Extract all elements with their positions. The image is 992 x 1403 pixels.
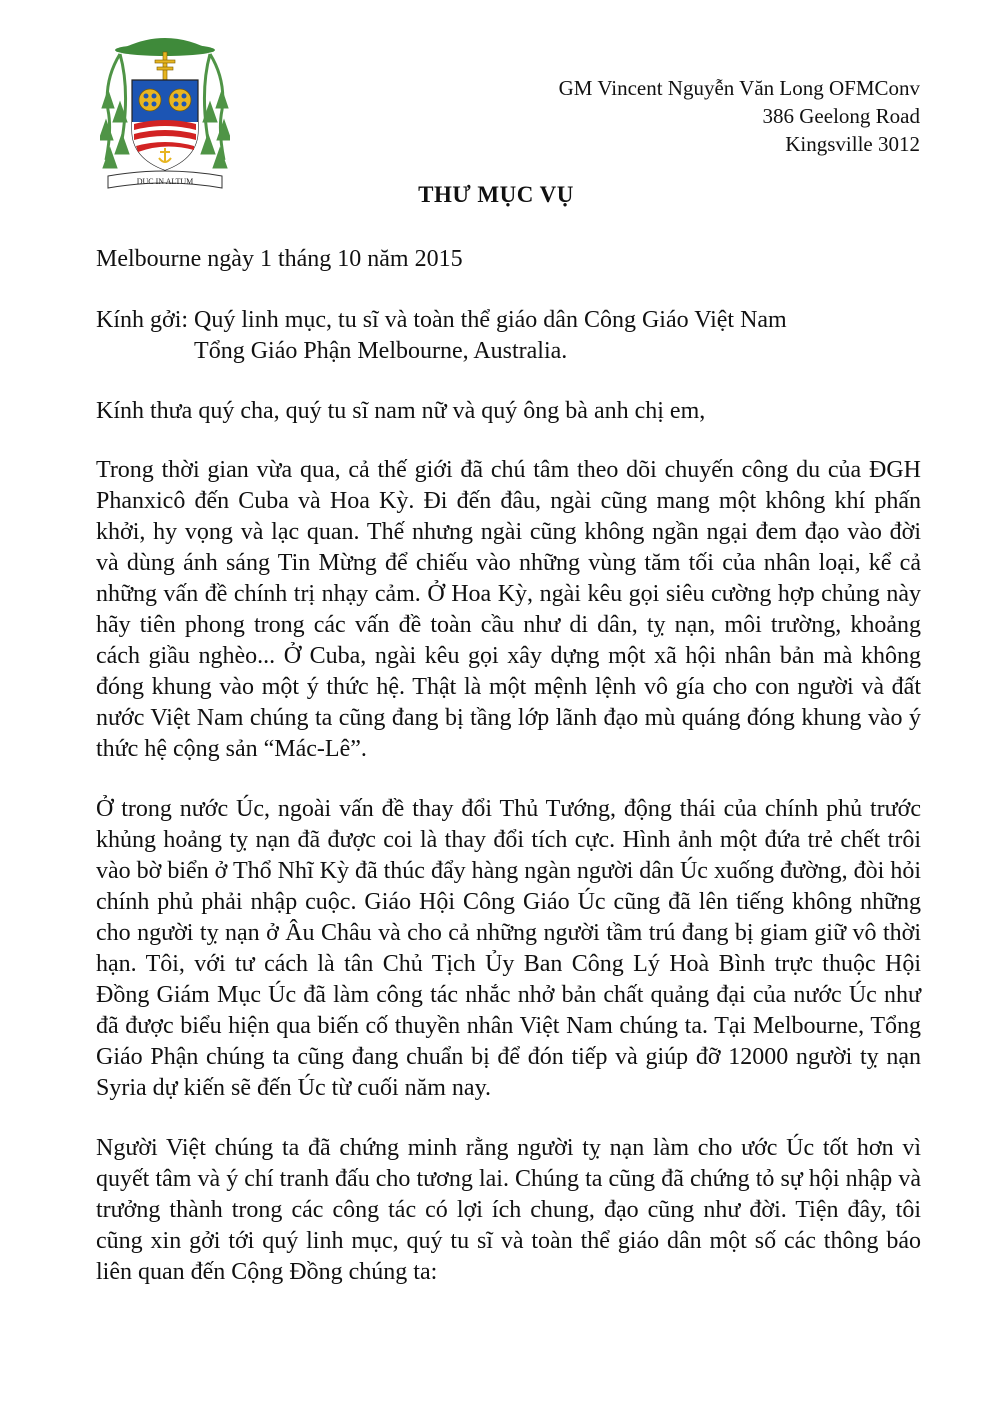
cross-icon xyxy=(155,52,175,82)
paragraph: Người Việt chúng ta đã chứng minh rằng người tỵ nạn làm cho ước Úc tốt hơn vì quyết tâm và ý chí tranh đấu cho tương lai. Chúng ta cũng đã chứng tỏ sự hội nhập và trưởng thành trong các công tác có lợi ích chung, đạo cũng như đời. Tiện đây, tôi cũng xin gởi tới quý linh mục, quý tu sĩ và toàn thể giáo dân một số các thông báo liên quan đến Cộng Đồng chúng ta: xyxy=(96,1135,921,1285)
tassel-right-icon xyxy=(201,54,230,168)
sender-address xyxy=(559,74,920,158)
motto-text: DUC IN ALTUM xyxy=(136,177,194,186)
sender-street: 386 Geelong Road xyxy=(762,104,920,128)
letter-body xyxy=(96,244,921,1317)
letter-date: Melbourne ngày 1 tháng 10 năm 2015 xyxy=(96,246,463,272)
addressee-block xyxy=(96,305,921,367)
addressee-label: Kính gởi: xyxy=(96,307,195,333)
shield-icon xyxy=(132,80,198,170)
paragraph: Ở trong nước Úc, ngoài vấn đề thay đổi Thủ Tướng, động thái của chính phủ trước khủng hoảng tỵ nạn đã được coi là thay đổi tích cực. Hình ảnh một đứa trẻ chết trôi vào bờ biển ở Thổ Nhĩ Kỳ đã thúc đẩy hàng ngàn người dân Úc xuống đường, đòi hỏi chính phủ phải nhập cuộc. Giáo Hội Công Giáo Úc cũng đã lên tiếng không những cho người tỵ nạn ở Âu Châu và cho cả những người tầm trú đang bị giam giữ vô thời hạn. Tôi, với tư cách là tân Chủ Tịch Ủy Ban Công Lý Hoà Bình trực thuộc Hội Đồng Giám Mục Úc đã làm công tác nhắc nhở bản chất quảng đại của nước Úc như đã được biểu hiện qua biến cố thuyền nhân Việt Nam chúng ta. Tại Melbourne, Tổng Giáo Phận chúng ta cũng đang chuẩn bị để đón tiếp và giúp đỡ 12000 người tỵ nạn Syria dự kiến sẽ đến Úc từ cuối năm nay. xyxy=(96,796,921,1101)
salutation: Kính thưa quý cha, quý tu sĩ nam nữ và quý ông bà anh chị em, xyxy=(96,398,706,424)
tassel-left-icon xyxy=(100,54,129,168)
letter-title: THƯ MỤC VỤ xyxy=(418,182,574,207)
addressee-line-1: Quý linh mục, tu sĩ và toàn thể giáo dân Công Giáo Việt Nam xyxy=(194,307,787,333)
paragraph: Trong thời gian vừa qua, cả thế giới đã chú tâm theo dõi chuyến công du của ĐGH Phanxicô đến Cuba và Hoa Kỳ. Đi đến đâu, ngài cũng mang một không khí phấn khởi, hy vọng và lạc quan. Thế nhưng ngài cũng không ngần ngại đem đạo vào đời và dùng ánh sáng Tin Mừng để chiếu vào những vùng tăm tối của nhân loại, kể cả những vấn đề chính trị nhạy cảm. Ở Hoa Kỳ, ngài kêu gọi siêu cường hợp chủng này hãy tiên phong trong các vấn đề toàn cầu như di dân, tỵ nạn, môi trường, khoảng cách giầu nghèo... Ở Cuba, ngài kêu gọi xây dựng một xã hội nhân bản mà không đóng khung vào một ý thức hệ. Thật là một mệnh lệnh vô gía cho con người và đất nước Việt Nam chúng ta cũng đang bị tầng lớp lãnh đạo mù quáng đóng khung vào ý thức hệ cộng sản “Mác-Lê”. xyxy=(96,457,921,762)
coat-of-arms-logo xyxy=(100,30,230,192)
sender-name: GM Vincent Nguyễn Văn Long OFMConv xyxy=(558,76,920,100)
addressee-line-2: Tổng Giáo Phận Melbourne, Australia. xyxy=(194,338,568,364)
sender-city: Kingsville 3012 xyxy=(785,132,920,156)
